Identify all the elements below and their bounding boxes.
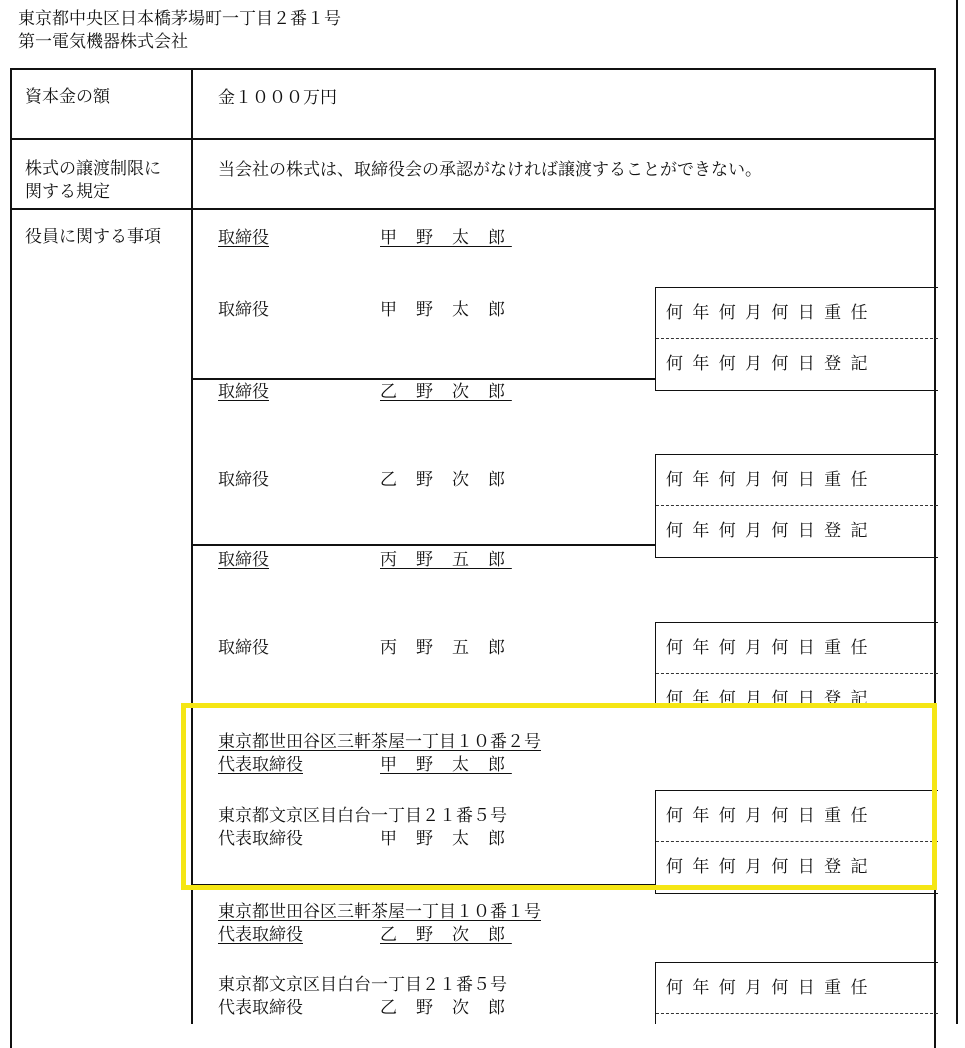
officer-old-title: 取締役 (218, 550, 269, 570)
company-address: 東京都中央区日本橋茅場町一丁目２番１号 (18, 9, 341, 29)
officers-label: 役員に関する事項 (25, 227, 161, 247)
officer-new-title: 取締役 (218, 470, 269, 490)
rep-old-name: 甲 野 太 郎 (380, 755, 512, 775)
registration-date: 何年何月何日登記 (666, 857, 877, 877)
registration-date: 何年何月何日登記 (666, 521, 877, 541)
officer-old-name: 甲 野 太 郎 (380, 228, 512, 248)
row-divider (10, 208, 936, 210)
registration-box (655, 622, 938, 708)
officer-new-title: 取締役 (218, 638, 269, 658)
registration-box (655, 454, 938, 558)
rep-old-title: 代表取締役 (218, 925, 303, 945)
rep-new-address: 東京都文京区目白台一丁目２１番５号 (218, 806, 507, 826)
column-divider (191, 208, 193, 1024)
rep-old-address: 東京都世田谷区三軒茶屋一丁目１０番２号 (218, 732, 541, 752)
rep-new-address: 東京都文京区目白台一丁目２１番５号 (218, 975, 507, 995)
registration-box (655, 962, 938, 1024)
rep-old-address: 東京都世田谷区三軒茶屋一丁目１０番１号 (218, 902, 541, 922)
officer-new-name: 乙 野 次 郎 (380, 470, 512, 490)
registration-date: 何年何月何日登記 (666, 354, 877, 374)
rep-old-name: 乙 野 次 郎 (380, 925, 512, 945)
reappointment-date: 何年何月何日重任 (656, 288, 938, 339)
company-name: 第一電気機器株式会社 (18, 32, 188, 52)
document-header (18, 8, 341, 54)
reappointment-date: 何年何月何日重任 (656, 963, 938, 1014)
highlight-box (181, 703, 937, 890)
officer-old-title: 取締役 (218, 228, 269, 248)
officer-new-name: 甲 野 太 郎 (380, 300, 512, 320)
officer-old-name: 丙 野 五 郎 (380, 550, 512, 570)
restriction-label-line2: 関する規定 (25, 182, 110, 202)
row-divider (10, 138, 936, 140)
page-edge-line (956, 0, 958, 1024)
reappointment-date: 何年何月何日重任 (656, 791, 938, 842)
registration-date: 何年何月何日登記 (666, 689, 877, 708)
rep-new-name: 乙 野 次 郎 (380, 998, 512, 1018)
registration-box (655, 287, 938, 391)
restriction-label-line1: 株式の譲渡制限に (25, 159, 161, 179)
officer-old-name: 乙 野 次 郎 (380, 382, 512, 402)
column-divider (191, 68, 193, 148)
restriction-value: 当会社の株式は、取締役会の承認がなければ譲渡することができない。 (218, 160, 762, 180)
officer-old-title: 取締役 (218, 382, 269, 402)
rep-old-title: 代表取締役 (218, 755, 303, 775)
officer-new-name: 丙 野 五 郎 (380, 638, 512, 658)
officer-new-title: 取締役 (218, 300, 269, 320)
rep-new-title: 代表取締役 (218, 998, 303, 1018)
rep-new-name: 甲 野 太 郎 (380, 829, 512, 849)
reappointment-date: 何年何月何日重任 (656, 455, 938, 506)
capital-value: 金１０００万円 (218, 88, 337, 108)
column-divider (191, 138, 193, 210)
rep-new-title: 代表取締役 (218, 829, 303, 849)
entry-divider (191, 544, 656, 546)
capital-label: 資本金の額 (25, 87, 110, 107)
reappointment-date: 何年何月何日重任 (656, 623, 938, 674)
